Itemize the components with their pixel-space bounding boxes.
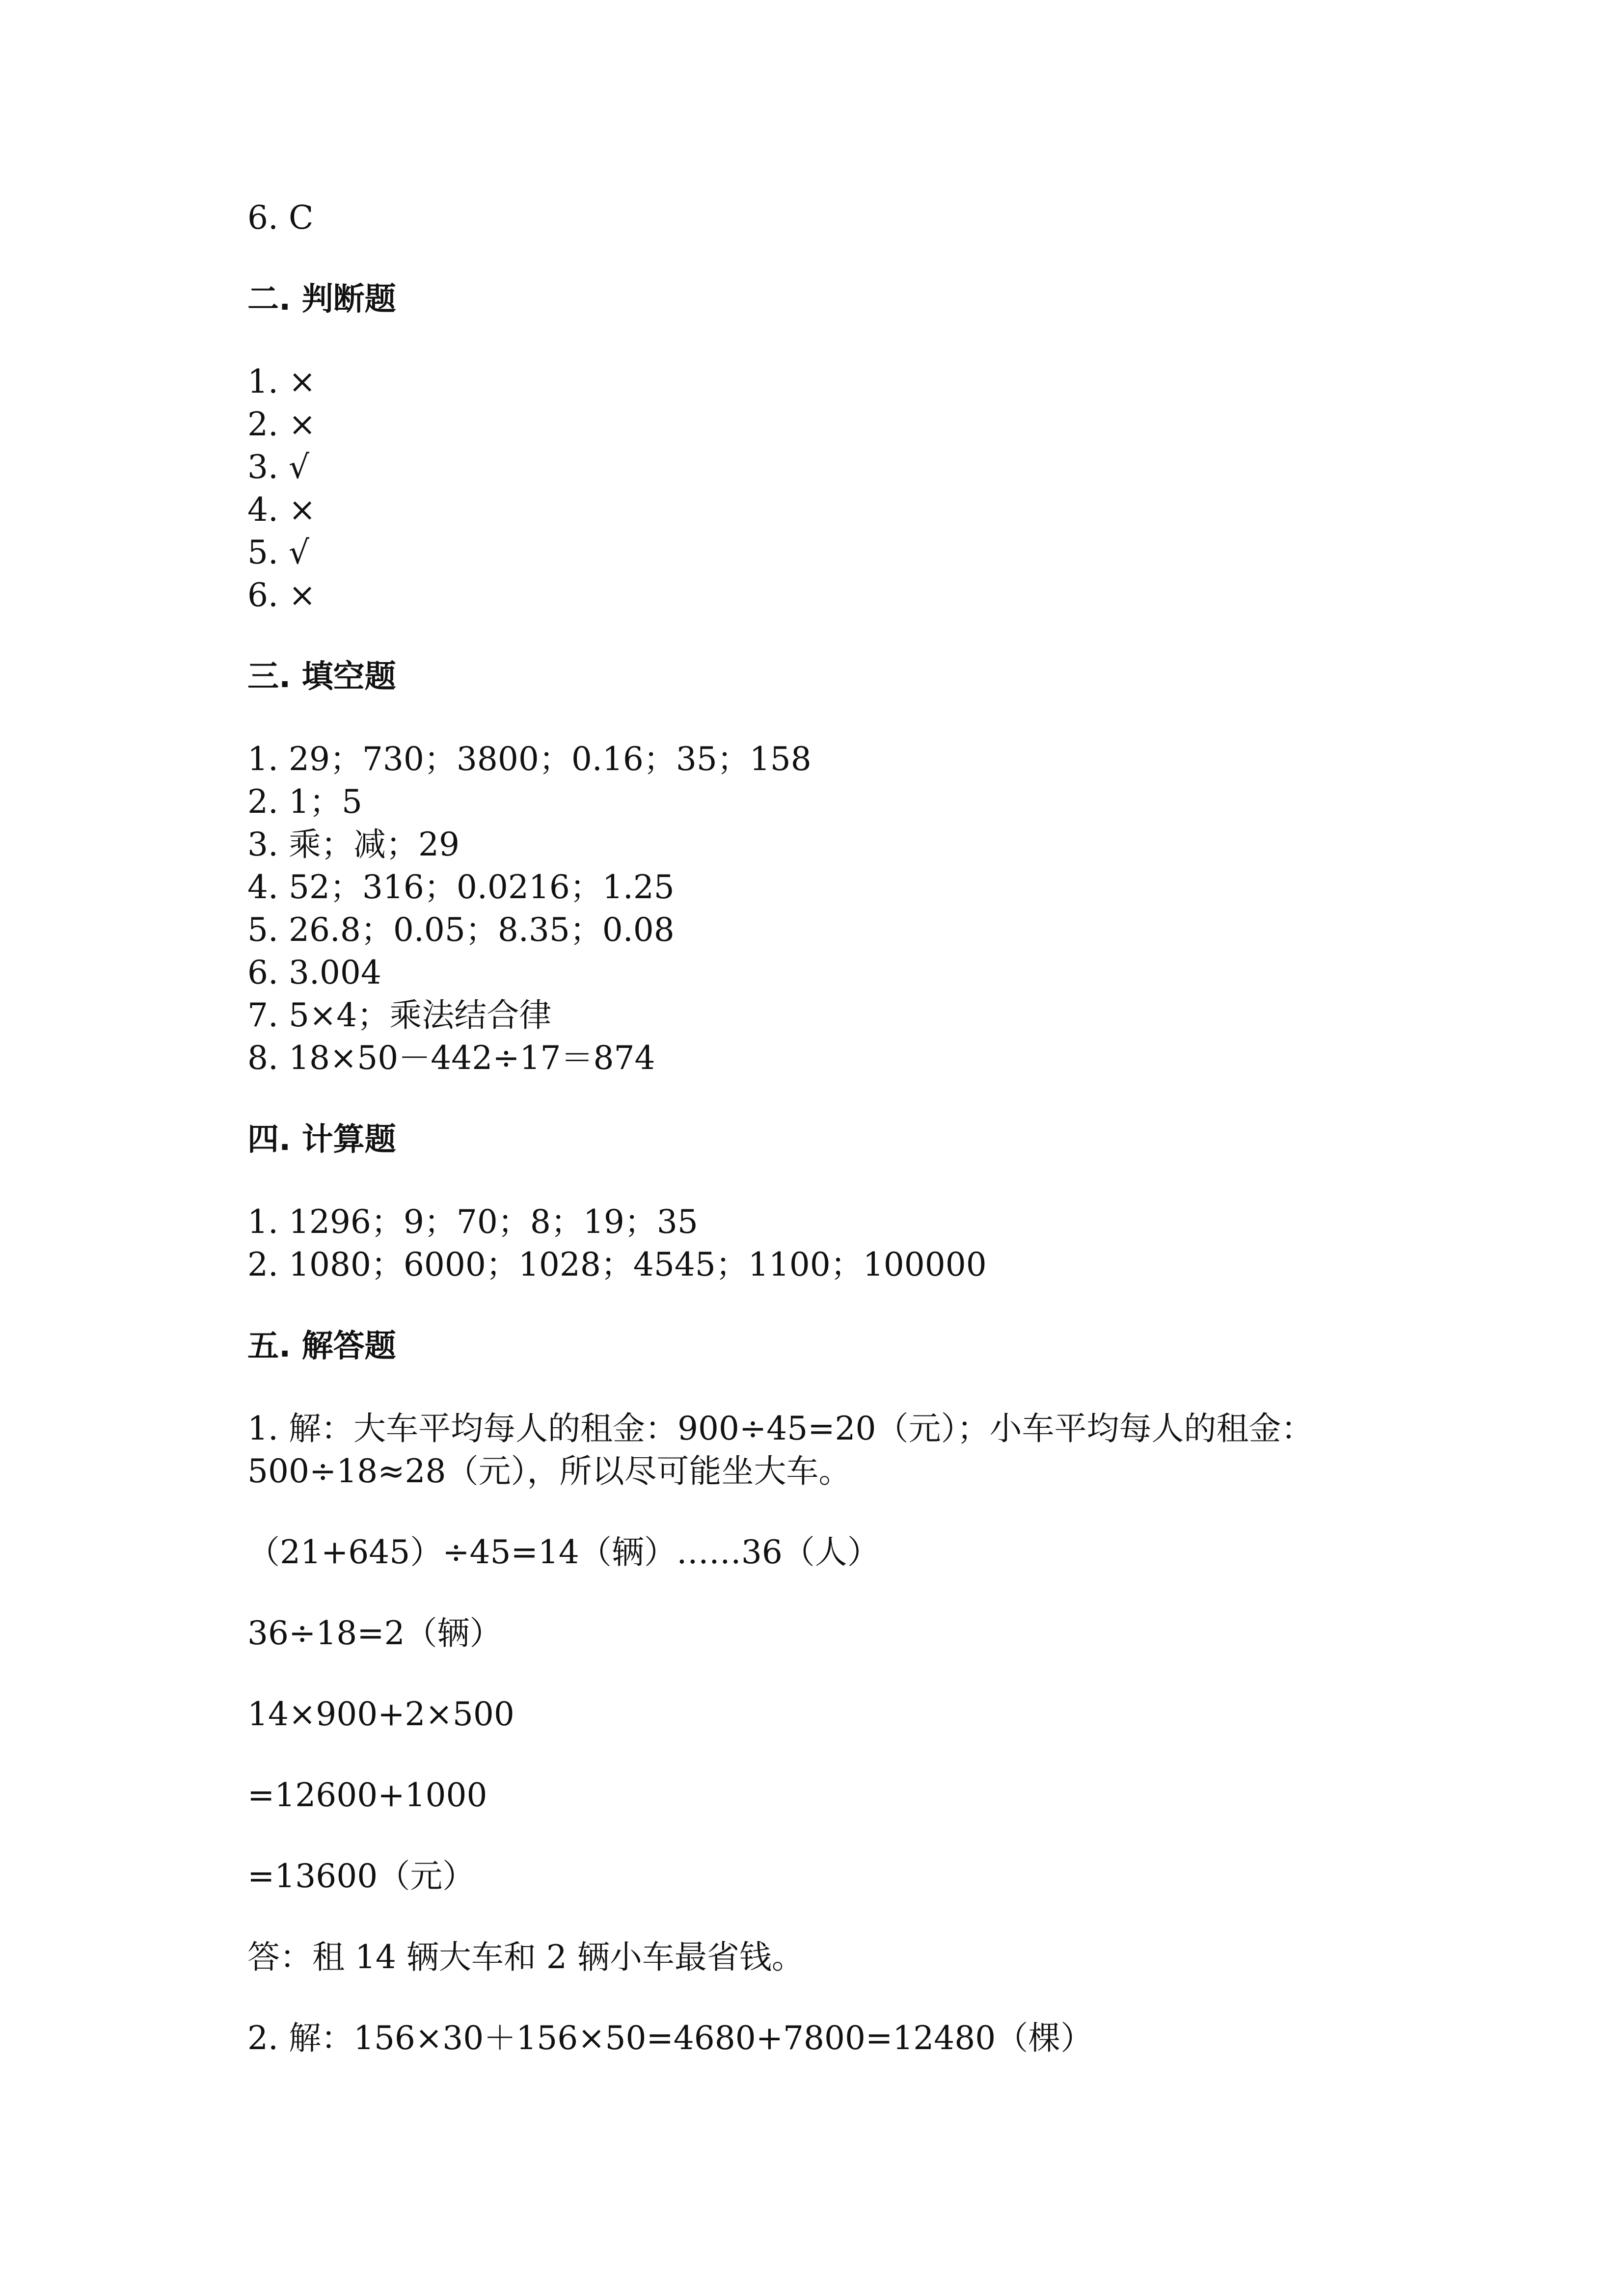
fill-blank-answers <box>247 738 1377 1079</box>
judgement-answer-6: 6. × <box>247 576 316 614</box>
fill-blank-answer-8: 8. 18×50－442÷17＝874 <box>247 1039 655 1077</box>
section-heading-calculation: 四. 计算题 <box>247 1121 396 1158</box>
word-problem-1-step-5: =13600（元） <box>247 1857 475 1895</box>
section-heading-word-problems: 五. 解答题 <box>247 1328 396 1364</box>
word-problem-1-answer: 答：租 14 辆大车和 2 辆小车最省钱。 <box>247 1938 804 1976</box>
fill-blank-answer-5: 5. 26.8；0.05；8.35；0.08 <box>247 911 675 949</box>
section-heading-judgement: 二. 判断题 <box>247 281 396 318</box>
calculation-answer-2: 2. 1080；6000；1028；4545；1100；100000 <box>247 1246 987 1283</box>
word-problem-1-step-4: =12600+1000 <box>247 1776 487 1814</box>
fill-blank-answer-1: 1. 29；730；3800；0.16；35；158 <box>247 740 812 778</box>
fill-blank-answer-2: 2. 1；5 <box>247 783 362 821</box>
judgement-answer-5: 5. √ <box>247 534 310 571</box>
fill-blank-answer-7: 7. 5×4；乘法结合律 <box>247 996 552 1034</box>
calculation-answer-1: 1. 1296；9；70；8；19；35 <box>247 1203 698 1241</box>
judgement-answer-1: 1. × <box>247 363 316 400</box>
word-problem-1-step-3: 14×900+2×500 <box>247 1695 514 1733</box>
fill-blank-answer-3: 3. 乘；减；29 <box>247 826 460 863</box>
word-problem-1-line-1: 1. 解：大车平均每人的租金：900÷45=20（元）；小车平均每人的租金： <box>247 1410 1314 1447</box>
answer-page <box>247 196 1377 2059</box>
word-problem-1-step-1: （21+645）÷45=14（辆）……36（人） <box>247 1533 880 1571</box>
judgement-answer-2: 2. × <box>247 405 316 443</box>
fill-blank-answer-6: 6. 3.004 <box>247 954 381 991</box>
word-problem-2-line-1: 2. 解：156×30＋156×50=4680+7800=12480（棵） <box>247 2019 1093 2057</box>
section-heading-fill-blank: 三. 填空题 <box>247 659 396 695</box>
word-problem-2 <box>247 2017 1377 2059</box>
word-problem-1-line-2: 500÷18≈28（元），所以尽可能坐大车。 <box>247 1452 851 1490</box>
answer-choice-6: 6. C <box>247 199 314 237</box>
judgement-answer-4: 4. × <box>247 491 316 529</box>
fill-blank-answer-4: 4. 52；316；0.0216；1.25 <box>247 868 675 906</box>
calculation-answers <box>247 1201 1377 1286</box>
judgement-answer-3: 3. √ <box>247 448 310 486</box>
judgement-answers <box>247 360 1377 616</box>
word-problem-1 <box>247 1407 1377 2017</box>
word-problem-1-step-2: 36÷18=2（辆） <box>247 1614 502 1652</box>
